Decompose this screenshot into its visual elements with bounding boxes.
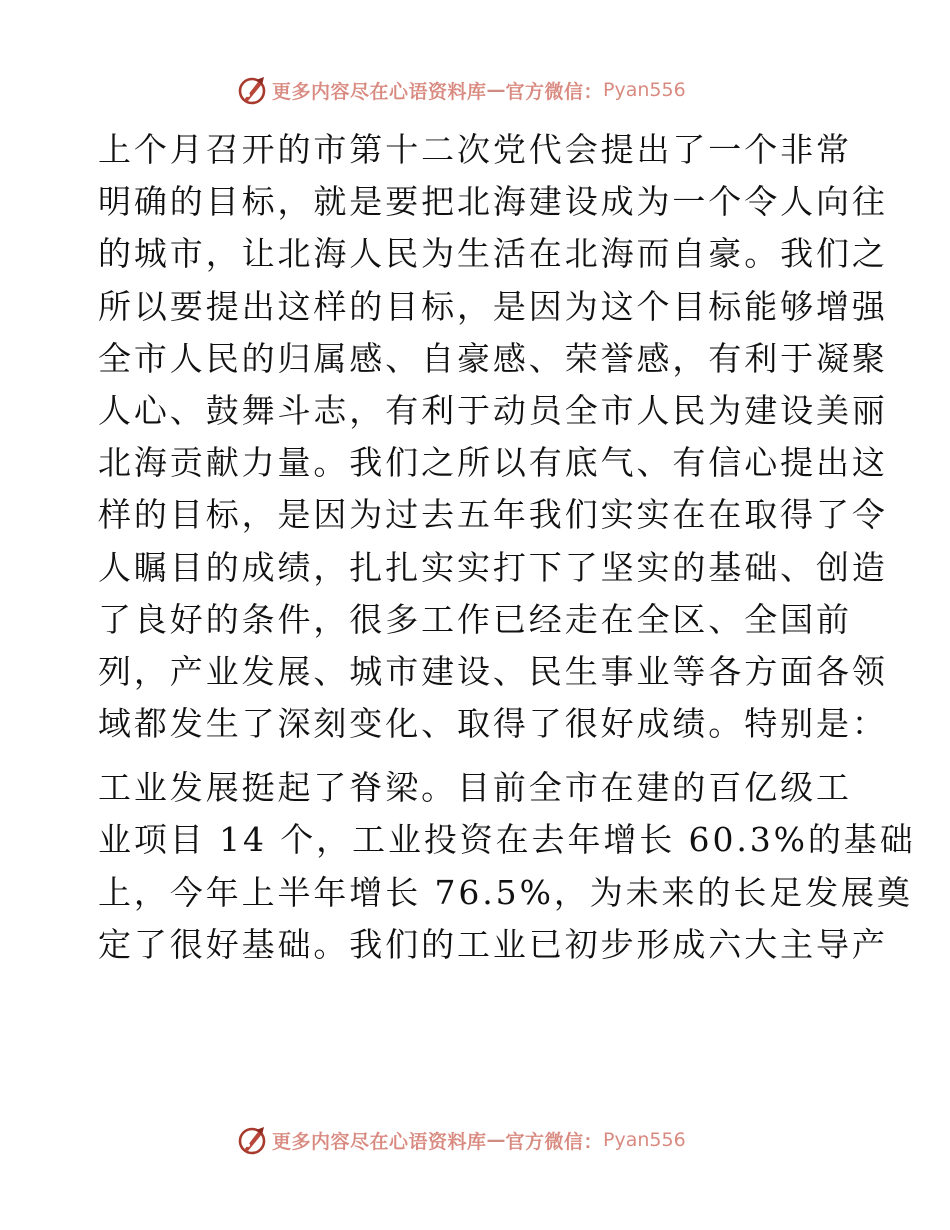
text-line: 明确的目标，就是要把北海建设成为一个令人向往 [98,182,888,222]
quill-pen-logo-icon [236,74,268,106]
text-line: 人心、鼓舞斗志，有利于动员全市人民为建设美丽 [98,390,888,430]
watermark-brand-text: 更多内容尽在心语资料库 [272,80,487,103]
text-line: 的城市，让北海人民为生活在北海而自豪。我们之 [98,234,888,274]
text-line: 样的目标，是因为过去五年我们实实在在取得了令 [98,495,888,535]
text-line: 域都发生了深刻变化、取得了很好成绩。特别是： [98,704,888,744]
watermark-official-label: 官方微信： [505,1130,604,1153]
text-line: 全市人民的归属感、自豪感、荣誉感，有利于凝聚 [98,338,888,378]
watermark-dash: — [486,79,506,101]
watermark-account-id: Pyan556 [603,79,686,101]
text-line: 上个月召开的市第十二次党代会提出了一个非常 [98,130,852,169]
watermark-official-label: 官方微信： [505,80,604,103]
paragraph-spacer [98,750,858,762]
text-line: 上，今年上半年增长 76.5%，为未来的长足发展奠 [98,872,913,912]
paragraph-1 [98,124,888,750]
paragraph-2 [98,762,916,971]
text-line: 列，产业发展、城市建设、民生事业等各方面各领 [98,651,888,691]
text-line: 人瞩目的成绩，扎扎实实打下了坚实的基础、创造 [98,547,888,587]
text-line: 工业发展挺起了脊梁。目前全市在建的百亿级工 [98,768,852,808]
text-line: 北海贡献力量。我们之所以有底气、有信心提出这 [98,443,888,483]
footer-watermark [236,1122,686,1158]
watermark-brand-text: 更多内容尽在心语资料库 [272,1130,487,1153]
watermark-dash: — [486,1129,506,1151]
watermark-account-id: Pyan556 [603,1129,686,1151]
text-line: 了良好的条件，很多工作已经走在全区、全国前 [98,599,852,639]
header-watermark [236,72,686,108]
document-body [98,124,916,971]
quill-pen-logo-icon [236,1124,268,1156]
text-line: 业项目 14 个，工业投资在去年增长 60.3%的基础 [98,820,916,860]
text-line: 定了很好基础。我们的工业已初步形成六大主导产 [98,924,888,964]
text-line: 所以要提出这样的目标，是因为这个目标能够增强 [98,286,888,326]
